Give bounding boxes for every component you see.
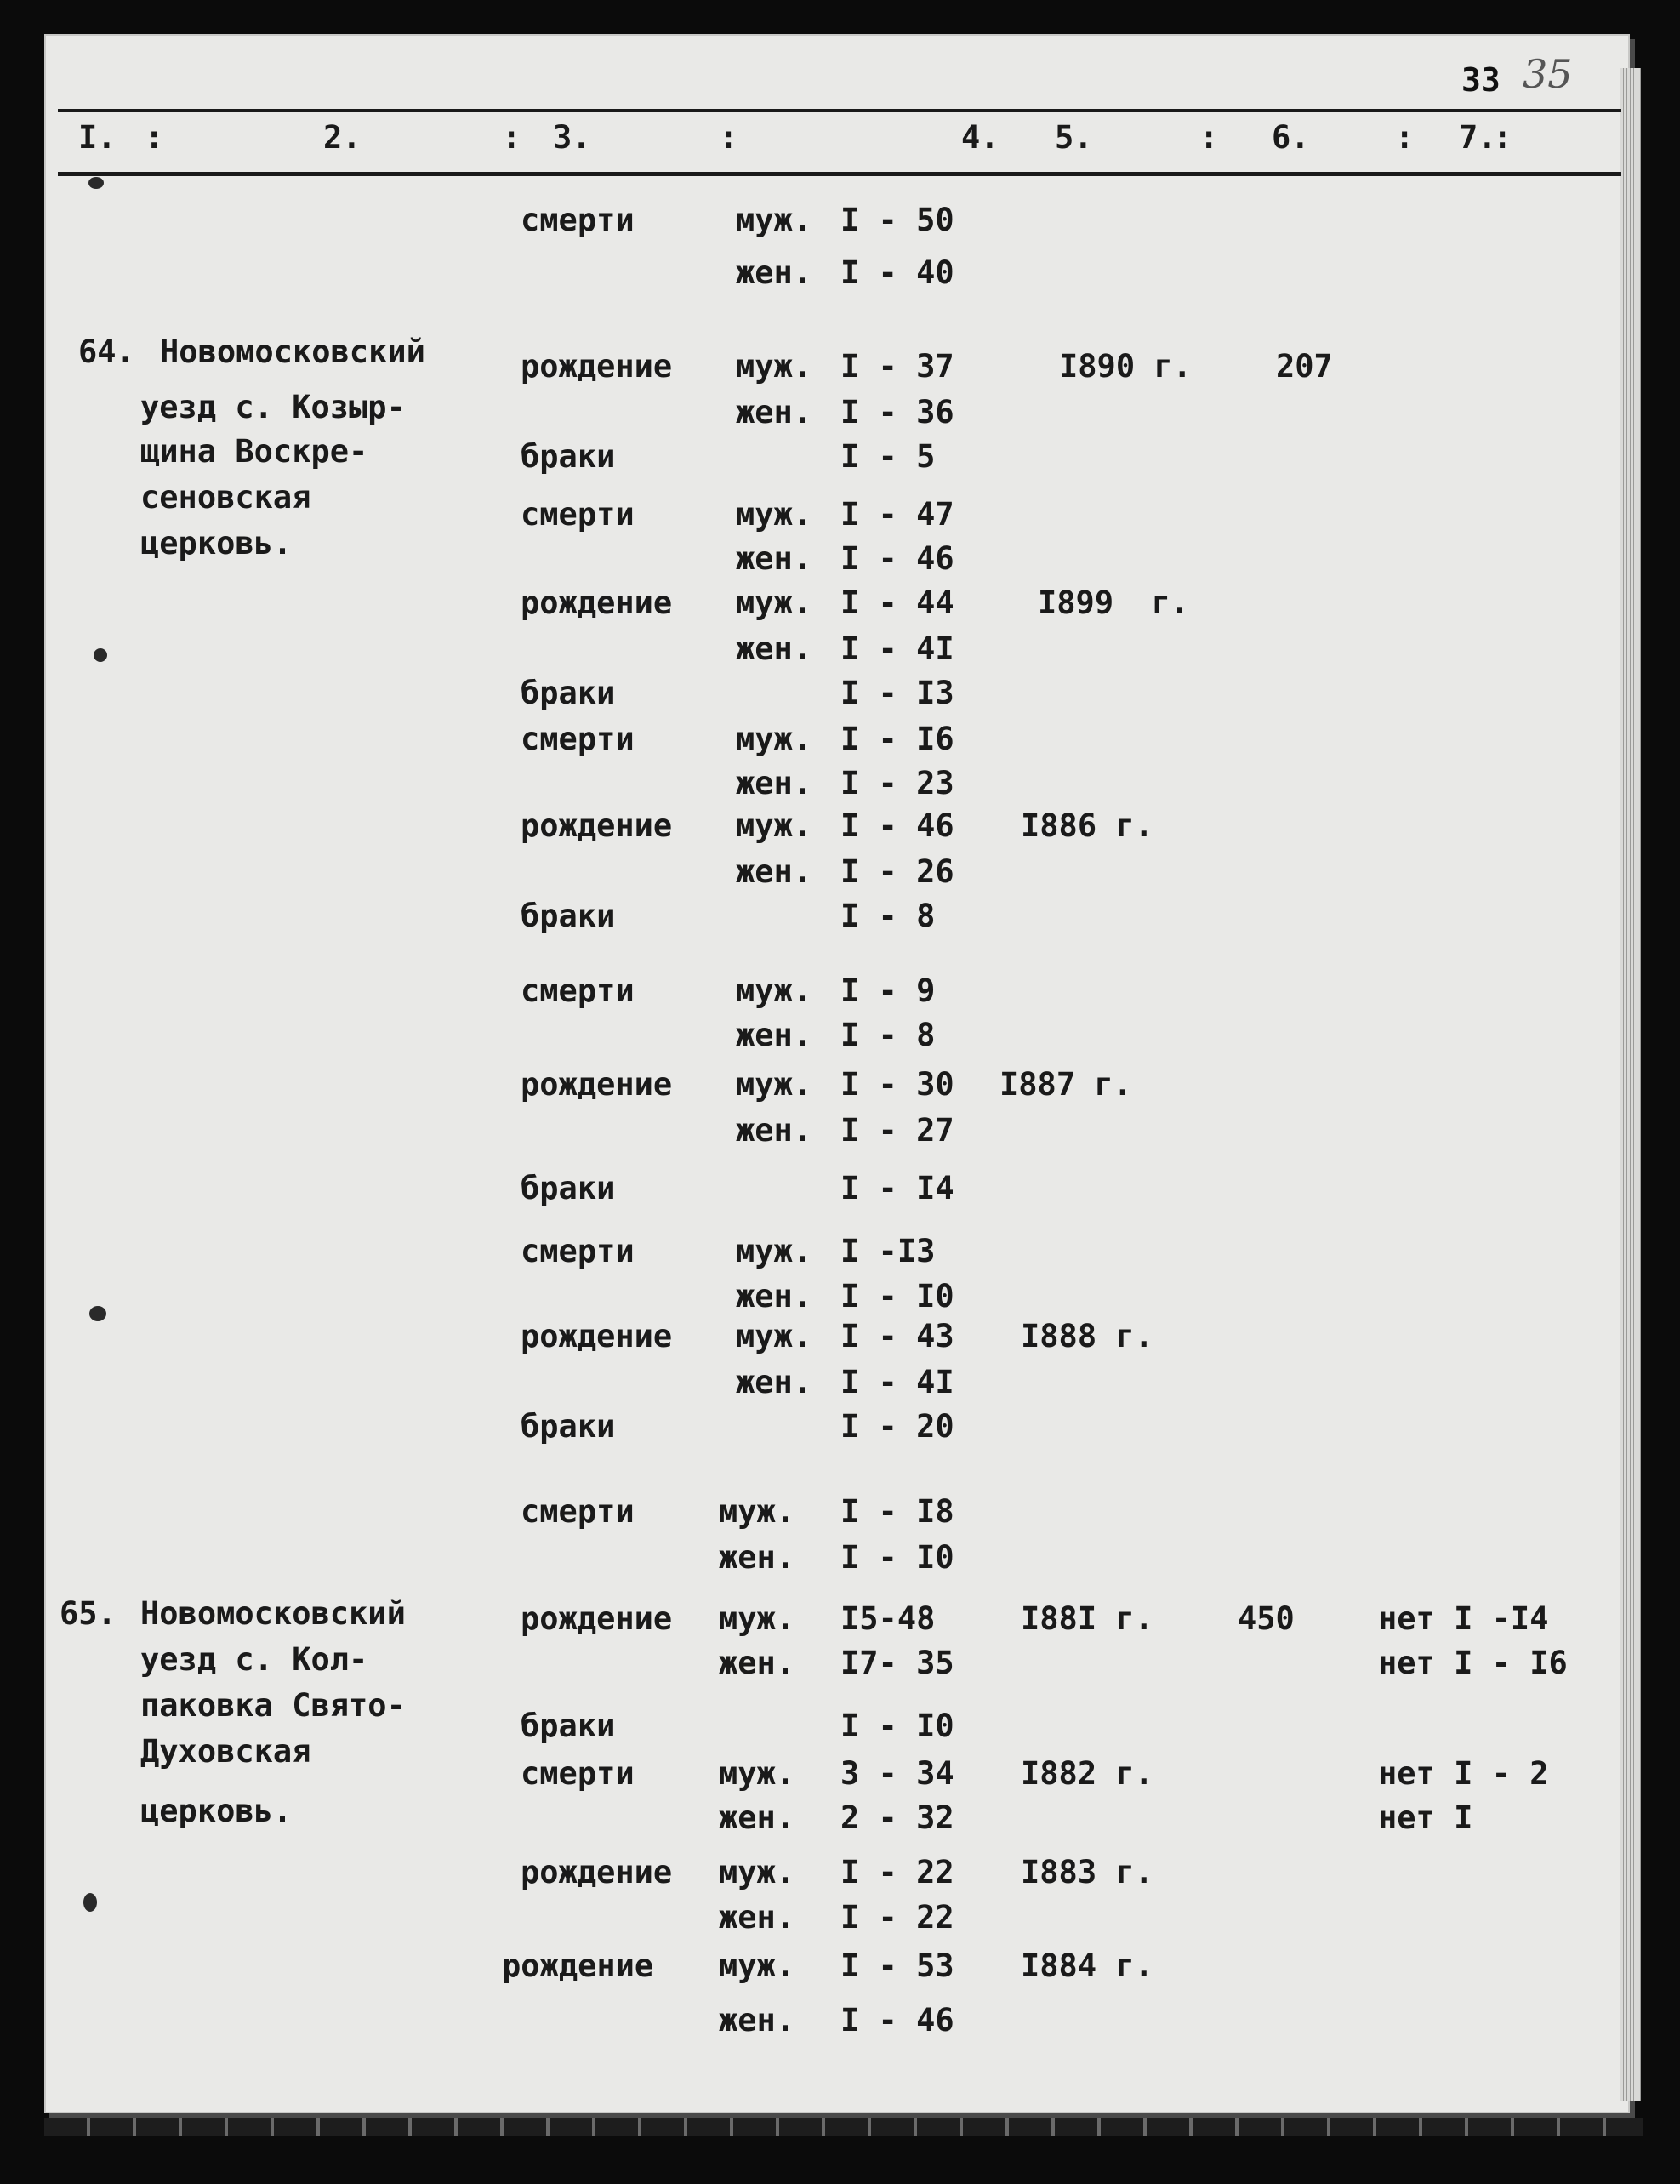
header-col-6: 6.	[1272, 119, 1310, 156]
record-range: I - 22	[840, 1899, 954, 1936]
record-count: 450	[1238, 1600, 1295, 1637]
record-year: I88I г.	[1021, 1600, 1153, 1637]
record-sex: жен.	[736, 853, 812, 890]
record-sex: жен.	[736, 394, 812, 431]
record-range: 3 - 34	[840, 1755, 954, 1792]
record-sex: муж.	[719, 1600, 795, 1637]
entry-text-line: церковь.	[140, 1793, 293, 1829]
record-type: смерти	[521, 1755, 635, 1792]
record-sex: жен.	[736, 1278, 812, 1314]
record-sex: жен.	[719, 1539, 795, 1576]
entry-text-line: Новомосковский	[140, 1595, 406, 1632]
entry-text-line: уезд с. Кол-	[140, 1641, 368, 1678]
record-year: I887 г.	[999, 1066, 1132, 1103]
record-type: рождение	[521, 348, 673, 385]
record-type: рождение	[521, 1600, 673, 1637]
record-year: I882 г.	[1021, 1755, 1153, 1792]
record-sex: жен.	[736, 1112, 812, 1149]
ink-spot	[94, 648, 107, 662]
header-separator: :	[1199, 119, 1219, 156]
scan-border	[44, 2118, 1643, 2136]
record-sex: муж.	[736, 496, 812, 533]
record-range: I - 50	[840, 202, 954, 238]
ink-spot	[89, 1306, 106, 1321]
record-range: I - 26	[840, 853, 954, 890]
record-sex: муж.	[736, 1318, 812, 1354]
record-year: I890 г.	[1059, 348, 1192, 385]
record-range: I - 30	[840, 1066, 954, 1103]
record-type: смерти	[521, 972, 635, 1009]
record-range: I - 44	[840, 584, 954, 621]
entry-number: 64.	[78, 334, 135, 370]
record-sex: муж.	[719, 1854, 795, 1890]
header-col-4: 4.	[961, 119, 999, 156]
record-range: I - 47	[840, 496, 954, 533]
record-type: рождение	[521, 1318, 673, 1354]
page-number-handwritten: 35	[1523, 51, 1573, 97]
record-range: I - 8	[840, 1017, 936, 1053]
record-range: I - 9	[840, 972, 936, 1009]
ink-spot	[88, 177, 104, 189]
record-year: I884 г.	[1021, 1947, 1153, 1984]
header-separator: :	[719, 119, 738, 156]
entry-text-line: уезд с. Козыр-	[140, 389, 406, 425]
record-sex: жен.	[736, 630, 812, 667]
ink-spot	[83, 1893, 97, 1912]
record-type: смерти	[521, 1233, 635, 1269]
record-range: I - I0	[840, 1708, 954, 1744]
record-range: I - 8	[840, 898, 936, 934]
record-range: I - 5	[840, 438, 936, 475]
record-sex: жен.	[719, 1899, 795, 1936]
record-type: браки	[521, 1408, 616, 1445]
record-note: нет I - I6	[1378, 1645, 1568, 1681]
record-count: 207	[1276, 348, 1333, 385]
record-sex: муж.	[736, 348, 812, 385]
header-separator: :	[145, 119, 164, 156]
record-range: I - 43	[840, 1318, 954, 1354]
record-year: I886 г.	[1021, 807, 1153, 844]
record-type: смерти	[521, 202, 635, 238]
record-sex: жен.	[719, 1799, 795, 1836]
record-range: I - I4	[840, 1170, 954, 1206]
record-range: 2 - 32	[840, 1799, 954, 1836]
record-range: I - I6	[840, 721, 954, 757]
page-number-typed: 33	[1461, 61, 1501, 99]
record-range: I - 46	[840, 540, 954, 577]
header-col-7: 7.	[1459, 119, 1497, 156]
record-sex: муж.	[719, 1755, 795, 1792]
record-note: нет I - 2	[1378, 1755, 1549, 1792]
record-range: I - I0	[840, 1278, 954, 1314]
record-type: смерти	[521, 1493, 635, 1530]
record-range: I - 40	[840, 254, 954, 291]
record-range: I - 20	[840, 1408, 954, 1445]
record-range: I - 46	[840, 2002, 954, 2039]
record-range: I - 23	[840, 765, 954, 801]
record-range: I5-48	[840, 1600, 936, 1637]
record-range: I - I0	[840, 1539, 954, 1576]
record-type: браки	[521, 438, 616, 475]
record-sex: жен.	[736, 1017, 812, 1053]
header-separator: :	[502, 119, 521, 156]
record-type: смерти	[521, 721, 635, 757]
record-range: I - I8	[840, 1493, 954, 1530]
record-sex: муж.	[736, 584, 812, 621]
record-range: I7- 35	[840, 1645, 954, 1681]
record-type: рождение	[521, 1066, 673, 1103]
record-sex: жен.	[736, 540, 812, 577]
record-sex: жен.	[719, 2002, 795, 2039]
header-col-5: 5.	[1055, 119, 1093, 156]
record-year: I883 г.	[1021, 1854, 1153, 1890]
entry-text-line: церковь.	[140, 525, 293, 562]
record-sex: муж.	[736, 1066, 812, 1103]
record-sex: муж.	[736, 972, 812, 1009]
record-type: браки	[521, 675, 616, 711]
record-type: браки	[521, 1170, 616, 1206]
record-sex: жен.	[736, 1364, 812, 1400]
record-range: I - I3	[840, 675, 954, 711]
record-range: I - 4I	[840, 630, 954, 667]
record-note: нет I -I4	[1378, 1600, 1549, 1637]
record-sex: муж.	[736, 807, 812, 844]
record-range: I - 36	[840, 394, 954, 431]
record-year: I899 г.	[1038, 584, 1190, 621]
entry-text-line: сеновская	[140, 479, 311, 516]
record-year: I888 г.	[1021, 1318, 1153, 1354]
record-sex: муж.	[736, 1233, 812, 1269]
record-type: рождение	[521, 584, 673, 621]
record-range: I - 27	[840, 1112, 954, 1149]
entry-text-line: паковка Свято-	[140, 1687, 406, 1724]
record-type: браки	[521, 1708, 616, 1744]
entry-text-line: Духовская	[140, 1733, 311, 1770]
record-range: I - 4I	[840, 1364, 954, 1400]
record-sex: муж.	[736, 721, 812, 757]
record-range: I - 37	[840, 348, 954, 385]
header-col-3: 3.	[553, 119, 591, 156]
header-col-2: 2.	[323, 119, 362, 156]
record-sex: муж.	[719, 1493, 795, 1530]
record-sex: жен.	[736, 254, 812, 291]
record-range: I - 22	[840, 1854, 954, 1890]
entry-text-line: щина Воскре-	[140, 433, 368, 470]
record-sex: жен.	[736, 765, 812, 801]
header-col-I: I.	[78, 119, 117, 156]
record-type: рождение	[521, 807, 673, 844]
record-type: браки	[521, 898, 616, 934]
record-type: рождение	[502, 1947, 654, 1984]
record-type: смерти	[521, 496, 635, 533]
header-rule-bottom	[58, 172, 1621, 176]
record-range: I - 53	[840, 1947, 954, 1984]
header-separator: :	[1395, 119, 1415, 156]
entry-text-line: Новомосковский	[160, 334, 425, 370]
header-rule-top	[58, 109, 1621, 112]
entry-number: 65.	[60, 1595, 117, 1632]
record-range: I -I3	[840, 1233, 936, 1269]
record-note: нет I	[1378, 1799, 1473, 1836]
record-type: рождение	[521, 1854, 673, 1890]
record-range: I - 46	[840, 807, 954, 844]
record-sex: муж.	[719, 1947, 795, 1984]
page-stack-edge	[1620, 68, 1641, 2101]
record-sex: муж.	[736, 202, 812, 238]
header-separator: :	[1493, 119, 1512, 156]
record-sex: жен.	[719, 1645, 795, 1681]
